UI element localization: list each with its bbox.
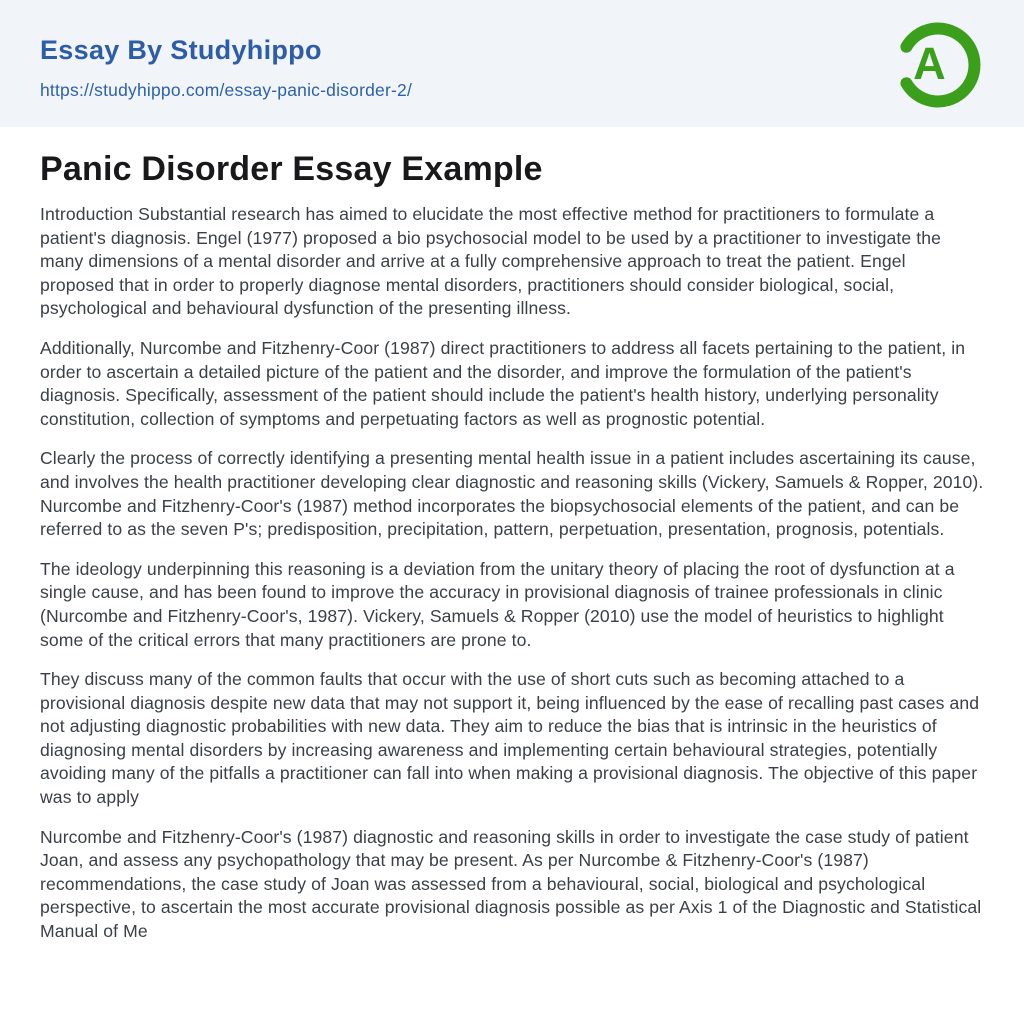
logo-letter: A (913, 37, 946, 89)
essay-paragraph-3: Clearly the process of correctly identifying a presenting mental health issue in a patient includes ascertaining its cause, and involves the health practitioner developing clear diagnostic and reasoning skills (Vickery, Samuels & Ropper, 2010). Nurcombe and Fitzhenry-Coor's (1987) method incorporates the biopsychosocial elements of the patient, and can be referred to as the seven P's; predisposition, precipitation, pattern, perpetuation, presentation, prognosis, potentials. (40, 448, 984, 540)
page-url-link[interactable]: https://studyhippo.com/essay-panic-disorder-2/ (40, 79, 413, 100)
site-title: Essay By Studyhippo (40, 34, 322, 65)
essay-content (0, 127, 1024, 944)
header-text-block (40, 27, 412, 101)
essay-title: Panic Disorder Essay Example (40, 150, 543, 188)
studyhippo-logo-icon (890, 17, 986, 113)
essay-paragraph-2: Additionally, Nurcombe and Fitzhenry-Coor (1987) direct practitioners to address all facets pertaining to the patient, in order to ascertain a detailed picture of the patient and the disorder, and improve the formulation of the patient's diagnosis. Specifically, assessment of the patient should include the patient's health history, underlying personality constitution, collection of symptoms and perpetuating factors as well as prognostic potential. (40, 337, 966, 429)
essay-paragraph-5: They discuss many of the common faults that occur with the use of short cuts such as becoming attached to a provisional diagnosis despite new data that may not support it, being influenced by the ease of recalling past cases and not adjusting diagnostic probabilities with new data. They aim to reduce the bias that is intrinsic in the heuristics of diagnosing mental disorders by increasing awareness and implementing certain behavioural strategies, potentially avoiding many of the pitfalls a practitioner can fall into when making a provisional diagnosis. The objective of this paper was to apply (40, 669, 980, 808)
essay-paragraph-6: Nurcombe and Fitzhenry-Coor's (1987) diagnostic and reasoning skills in order to investigate the case study of patient Joan, and assess any psychopathology that may be present. As per Nurcombe & Fitzhenry-Coor's (1987) recommendations, the case study of Joan was assessed from a behavioural, social, biological and psychological perspective, to ascertain the most accurate provisional diagnosis possible as per Axis 1 of the Diagnostic and Statistical Manual of Me (40, 826, 982, 942)
page-header (0, 0, 1024, 127)
essay-paragraph-1: Introduction Substantial research has aimed to elucidate the most effective method for practitioners to formulate a patient's diagnosis. Engel (1977) proposed a bio psychosocial model to be used by a practitioner to investigate the many dimensions of a mental disorder and arrive at a fully comprehensive approach to treat the patient. Engel proposed that in order to properly diagnose mental disorders, practitioners should consider biological, social, psychological and behavioural dysfunction of the presenting illness. (40, 204, 941, 319)
essay-paragraph-4: The ideology underpinning this reasoning is a deviation from the unitary theory of placing the root of dysfunction at a single cause, and has been found to improve the accuracy in provisional diagnosis of trainee professionals in clinic (Nurcombe and Fitzhenry-Coor's, 1987). Vickery, Samuels & Ropper (2010) use the model of heuristics to highlight some of the critical errors that many practitioners are prone to. (40, 558, 955, 650)
